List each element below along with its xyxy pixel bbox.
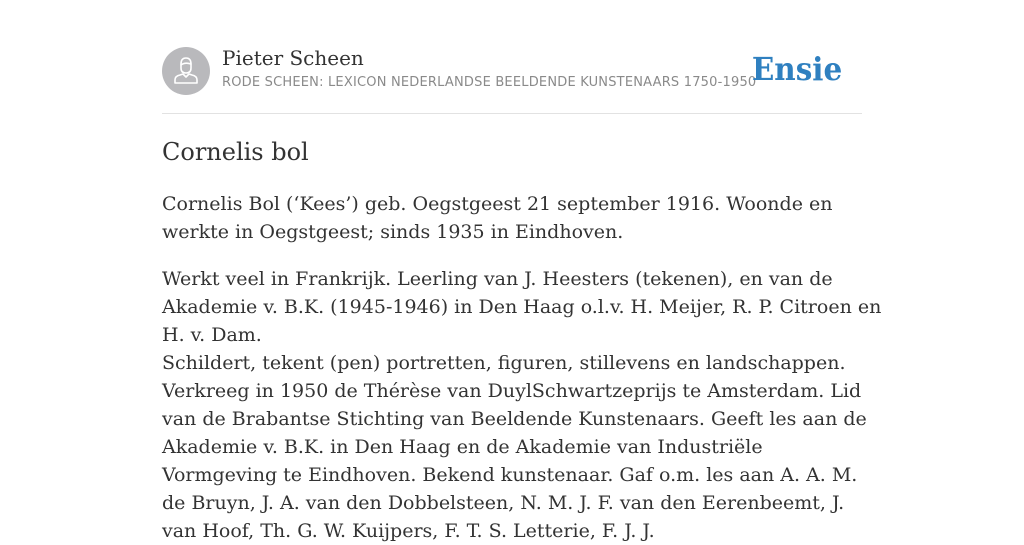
article-paragraph-2: Werkt veel in Frankrijk. Leerling van J. Heesters (tekenen), en van de Akademie v. B.K. (1945-1946) in Den Haag o.l.v. H. Meijer, R. P. Citroen en H. v. Dam.	[162, 268, 882, 346]
user-silhouette-icon	[162, 47, 210, 95]
author-avatar[interactable]	[162, 47, 210, 95]
source-title[interactable]: RODE SCHEEN: LEXICON NEDERLANDSE BEELDENDE KUNSTENAARS 1750-1950	[222, 75, 757, 90]
article-header	[162, 46, 862, 96]
header-divider	[162, 113, 862, 114]
article-paragraph-3: Schildert, tekent (pen) portretten, figuren, stillevens en landschappen. Verkreeg in 1950 de Thérèse van DuylSchwartzeprijs te Amsterdam. Lid van de Brabantse Stichting van Beeldende Kunstenaars. Geeft les aan de Akademie v. B.K. in Den Haag en de Akademie van Industriële Vormgeving te Eindhoven. Bekend kunstenaar. Gaf o.m. les aan A. A. M. de Bruyn, J. A. van den Dobbelsteen, N. M. J. F. van den Eerenbeemt, J. van Hoof, Th. G. W. Kuijpers, F. T. S. Letterie, F. J. J.	[162, 352, 867, 542]
article-title: Cornelis bol	[162, 138, 309, 166]
ensie-logo[interactable]: Ensie	[751, 50, 842, 88]
author-name[interactable]: Pieter Scheen	[222, 46, 364, 70]
article-paragraph-1: Cornelis Bol (‘Kees’) geb. Oegstgeest 21 september 1916. Woonde en werkte in Oegstgeest; sinds 1935 in Eindhoven.	[162, 193, 833, 243]
